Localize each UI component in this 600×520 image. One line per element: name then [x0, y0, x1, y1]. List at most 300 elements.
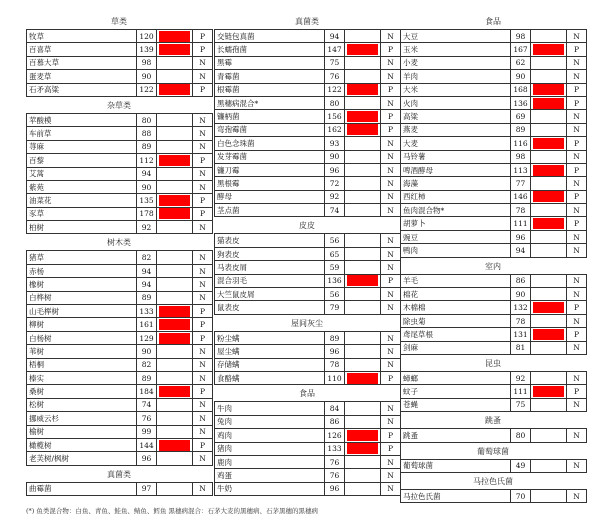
positive-bar [347, 443, 378, 454]
result-flag: P [193, 318, 213, 331]
allergen-value: 110 [325, 371, 345, 384]
table-row [27, 358, 213, 371]
allergen-name: 山毛榉树 [27, 305, 137, 318]
section-title: 马拉色氏菌 [473, 476, 513, 486]
allergen-name: 大麦 [401, 137, 511, 150]
result-flag: P [381, 429, 401, 442]
allergen-name: 桑树 [27, 385, 137, 398]
table-row [27, 385, 213, 398]
allergen-value: 132 [511, 301, 531, 314]
result-flag: N [381, 331, 401, 344]
table-row [27, 425, 213, 438]
section-title: 食品 [485, 17, 501, 26]
allergen-name: 葡萄球菌 [401, 459, 511, 472]
allergen-table [26, 250, 213, 465]
table-row [215, 469, 401, 482]
positive-bar [347, 84, 378, 95]
allergen-name: 艾蒿 [27, 167, 137, 180]
allergen-name: 羊肉 [401, 70, 511, 83]
allergen-name: 松树 [27, 398, 137, 411]
allergen-name: 大竺鼠皮屑 [215, 288, 325, 301]
result-bar-cell [157, 318, 193, 331]
positive-bar [347, 430, 378, 441]
result-flag: N [381, 482, 401, 495]
result-bar-cell [345, 274, 381, 287]
allergen-value: 92 [511, 371, 531, 384]
section-title: 食品 [299, 389, 315, 399]
result-flag: N [567, 30, 587, 43]
allergen-name: 牛奶 [215, 482, 325, 495]
result-flag: N [381, 247, 401, 260]
result-flag: N [567, 371, 587, 384]
positive-bar [533, 84, 564, 95]
table-row [215, 442, 401, 455]
result-flag: N [567, 341, 587, 354]
allergen-table [26, 113, 213, 235]
result-bar-cell [345, 247, 381, 260]
result-bar-cell [157, 438, 193, 451]
result-flag: P [567, 163, 587, 176]
table-row [215, 301, 401, 314]
result-bar-cell [157, 398, 193, 411]
result-flag: P [381, 371, 401, 384]
table-row [27, 56, 213, 69]
allergen-name: 牛肉 [215, 402, 325, 415]
result-flag: N [567, 56, 587, 69]
result-bar-cell [345, 455, 381, 468]
result-flag: N [193, 278, 213, 291]
result-bar-cell [345, 442, 381, 455]
result-bar-cell [345, 358, 381, 371]
allergen-name: 百黎 [27, 154, 137, 167]
result-flag: P [567, 96, 587, 109]
allergen-name: 酵母 [215, 190, 325, 203]
allergen-name: 挪威云杉 [27, 412, 137, 425]
allergen-value: 80 [137, 113, 157, 126]
table-row [401, 163, 587, 176]
allergen-value: 90 [137, 180, 157, 193]
result-flag: N [193, 452, 213, 465]
positive-bar [159, 333, 190, 344]
allergen-table [26, 29, 213, 97]
allergen-name: 啤酒酵母 [401, 163, 511, 176]
allergen-name: 鹿肉 [215, 455, 325, 468]
result-flag: N [567, 244, 587, 257]
table-row [215, 274, 401, 287]
result-flag: N [381, 261, 401, 274]
allergen-value: 70 [511, 489, 531, 502]
allergen-table [26, 482, 213, 496]
allergen-value: 75 [325, 56, 345, 69]
result-flag: P [193, 385, 213, 398]
allergen-value: 65 [325, 247, 345, 260]
table-row [215, 150, 401, 163]
positive-bar [533, 329, 564, 340]
allergen-value: 126 [325, 429, 345, 442]
allergen-name: 弯孢霉菌 [215, 123, 325, 136]
allergen-table [214, 233, 401, 314]
result-bar-cell [531, 217, 567, 230]
table-row [215, 204, 401, 217]
result-bar-cell [531, 301, 567, 314]
allergen-value: 136 [511, 96, 531, 109]
allergen-value: 74 [137, 398, 157, 411]
result-bar-cell [345, 83, 381, 96]
allergen-value: 62 [511, 56, 531, 69]
result-flag: N [381, 345, 401, 358]
positive-bar [533, 386, 564, 397]
allergen-name: 大米 [401, 83, 511, 96]
allergen-value: 99 [137, 425, 157, 438]
result-bar-cell [345, 482, 381, 495]
section-title: 树木类 [107, 238, 131, 248]
allergen-value: 89 [511, 123, 531, 136]
result-flag: P [567, 217, 587, 230]
table-row [215, 163, 401, 176]
allergen-name: 食酪螨 [215, 371, 325, 384]
result-flag: N [193, 482, 213, 495]
allergen-value: 92 [137, 221, 157, 234]
result-flag: P [381, 123, 401, 136]
allergen-name: 大豆 [401, 30, 511, 43]
result-flag: N [381, 455, 401, 468]
result-flag: P [193, 207, 213, 220]
result-flag: N [381, 137, 401, 150]
table-row [27, 221, 213, 234]
positive-bar [533, 44, 564, 55]
footnote: (*) 鱼类混合物：白鱼、青鱼、鲑鱼、鲭鱼、鳕鱼 黑穗病混合：石茅大麦的黑穗病、石茅黑穗的黑穗病 [26, 507, 318, 515]
result-bar-cell [531, 328, 567, 341]
positive-bar [347, 111, 378, 122]
result-flag: N [381, 190, 401, 203]
allergen-name: 赤杨 [27, 264, 137, 277]
allergen-value: 89 [137, 371, 157, 384]
result-flag: P [193, 194, 213, 207]
result-bar-cell [157, 194, 193, 207]
allergen-value: 136 [325, 274, 345, 287]
allergen-name: 胡萝卜 [401, 217, 511, 230]
result-bar-cell [345, 190, 381, 203]
result-bar-cell [345, 415, 381, 428]
allergen-value: 94 [137, 278, 157, 291]
allergen-name: 豌豆 [401, 230, 511, 243]
result-bar-cell [157, 425, 193, 438]
report-column-2 [214, 14, 400, 497]
section-title: 葡萄球菌 [477, 446, 509, 456]
positive-bar [159, 440, 190, 451]
allergen-value: 133 [137, 305, 157, 318]
table-row [27, 331, 213, 344]
table-row [215, 261, 401, 274]
result-bar-cell [157, 278, 193, 291]
allergen-value: 97 [137, 482, 157, 495]
result-bar-cell [157, 83, 193, 96]
result-bar-cell [531, 274, 567, 287]
result-bar-cell [157, 385, 193, 398]
allergen-value: 84 [325, 402, 345, 415]
result-bar-cell [531, 385, 567, 398]
table-row [215, 358, 401, 371]
result-bar-cell [345, 123, 381, 136]
allergen-value: 98 [511, 30, 531, 43]
allergen-name: 混合羽毛 [215, 274, 325, 287]
table-row [27, 140, 213, 153]
allergen-value: 93 [325, 137, 345, 150]
result-bar-cell [157, 305, 193, 318]
allergen-value: 112 [137, 154, 157, 167]
allergen-name: 镰柄菌 [215, 110, 325, 123]
allergen-name: 青霉菌 [215, 70, 325, 83]
result-bar-cell [531, 190, 567, 203]
allergen-name: 火肉 [401, 96, 511, 109]
table-row [401, 137, 587, 150]
result-flag: P [193, 43, 213, 56]
table-row [401, 83, 587, 96]
result-flag: P [193, 83, 213, 96]
result-flag: N [381, 469, 401, 482]
result-bar-cell [531, 177, 567, 190]
positive-bar [347, 44, 378, 55]
result-bar-cell [157, 70, 193, 83]
table-row [401, 274, 587, 287]
allergen-name: 橡树 [27, 278, 137, 291]
result-bar-cell [157, 180, 193, 193]
allergen-name: 猪肉 [215, 442, 325, 455]
allergen-name: 百喜草 [27, 43, 137, 56]
result-flag: N [381, 163, 401, 176]
table-row [215, 455, 401, 468]
result-bar-cell [531, 96, 567, 109]
result-flag: N [381, 96, 401, 109]
allergen-value: 49 [511, 459, 531, 472]
result-flag: P [381, 43, 401, 56]
result-flag: N [193, 167, 213, 180]
allergen-name: 木棉棉 [401, 301, 511, 314]
positive-bar [347, 275, 378, 286]
allergen-value: 116 [511, 137, 531, 150]
allergen-value: 184 [137, 385, 157, 398]
table-row [401, 314, 587, 327]
allergen-value: 94 [325, 30, 345, 43]
allergen-name: 海藻 [401, 177, 511, 190]
result-bar-cell [157, 251, 193, 264]
table-row [215, 345, 401, 358]
result-flag: N [381, 301, 401, 314]
result-flag: P [193, 30, 213, 43]
table-row [215, 288, 401, 301]
allergen-value: 96 [325, 482, 345, 495]
table-row [27, 371, 213, 384]
result-bar-cell [345, 371, 381, 384]
allergen-table [214, 29, 401, 217]
allergen-value: 86 [325, 415, 345, 428]
allergen-value: 90 [511, 70, 531, 83]
allergen-value: 90 [325, 150, 345, 163]
table-row [27, 318, 213, 331]
result-flag: N [567, 150, 587, 163]
result-flag: P [381, 83, 401, 96]
result-flag: N [381, 150, 401, 163]
result-flag: N [567, 398, 587, 411]
table-row [215, 110, 401, 123]
result-bar-cell [531, 56, 567, 69]
table-row [401, 429, 587, 442]
result-bar-cell [157, 331, 193, 344]
table-row [401, 217, 587, 230]
allergen-value: 82 [137, 251, 157, 264]
result-flag: N [193, 70, 213, 83]
positive-bar [159, 386, 190, 397]
allergen-value: 77 [511, 177, 531, 190]
positive-bar [533, 302, 564, 313]
allergen-value: 90 [137, 345, 157, 358]
section-title: 昆虫 [485, 358, 501, 368]
result-bar-cell [345, 288, 381, 301]
table-row [401, 110, 587, 123]
positive-bar [159, 208, 190, 219]
positive-bar [159, 195, 190, 206]
allergen-value: 139 [137, 43, 157, 56]
table-row [215, 83, 401, 96]
allergen-name: 屋尘螨 [215, 345, 325, 358]
positive-bar [159, 319, 190, 330]
allergen-name: 蟑螂 [401, 371, 511, 384]
allergen-name: 白杨树 [27, 331, 137, 344]
table-row [401, 204, 587, 217]
allergen-value: 96 [511, 230, 531, 243]
allergen-name: 紫苑 [27, 180, 137, 193]
allergen-table [400, 428, 587, 442]
allergen-name: 柏树 [27, 221, 137, 234]
result-bar-cell [531, 459, 567, 472]
table-row [215, 371, 401, 384]
allergen-value: 168 [511, 83, 531, 96]
result-flag: N [193, 358, 213, 371]
result-flag: N [193, 251, 213, 264]
result-bar-cell [531, 43, 567, 56]
report-column-1 [26, 14, 212, 497]
table-row [215, 43, 401, 56]
report-column-3 [400, 14, 586, 504]
allergen-value: 96 [325, 163, 345, 176]
result-bar-cell [345, 30, 381, 43]
allergen-value: 162 [325, 123, 345, 136]
table-row [215, 247, 401, 260]
allergen-value: 69 [511, 110, 531, 123]
result-flag: N [567, 274, 587, 287]
allergen-value: 120 [137, 30, 157, 43]
table-row [401, 371, 587, 384]
allergen-value: 90 [137, 70, 157, 83]
result-bar-cell [157, 221, 193, 234]
allergen-name: 剑麻 [401, 341, 511, 354]
allergen-name: 鱼肉混合物* [401, 204, 511, 217]
allergen-value: 92 [325, 190, 345, 203]
result-bar-cell [531, 204, 567, 217]
table-row [215, 429, 401, 442]
allergen-name: 西红柿 [401, 190, 511, 203]
table-row [27, 452, 213, 465]
table-row [27, 113, 213, 126]
allergen-table [400, 274, 587, 355]
result-flag: N [193, 425, 213, 438]
allergen-name: 黑霉 [215, 56, 325, 69]
result-bar-cell [345, 429, 381, 442]
allergen-name: 存储螨 [215, 358, 325, 371]
allergen-value: 78 [325, 358, 345, 371]
section-title: 跳蚤 [485, 416, 501, 426]
result-bar-cell [345, 234, 381, 247]
allergen-value: 78 [511, 314, 531, 327]
allergen-value: 146 [511, 190, 531, 203]
result-bar-cell [345, 43, 381, 56]
table-row [215, 331, 401, 344]
allergen-value: 72 [325, 177, 345, 190]
table-row [401, 489, 587, 502]
table-row [27, 291, 213, 304]
table-row [215, 190, 401, 203]
result-bar-cell [345, 150, 381, 163]
result-flag: N [567, 110, 587, 123]
result-bar-cell [531, 163, 567, 176]
table-row [215, 482, 401, 495]
result-bar-cell [531, 83, 567, 96]
allergen-name: 粉尘螨 [215, 331, 325, 344]
result-bar-cell [345, 163, 381, 176]
result-bar-cell [157, 358, 193, 371]
result-bar-cell [531, 123, 567, 136]
result-bar-cell [157, 207, 193, 220]
allergen-name: 玉米 [401, 43, 511, 56]
allergen-name: 老芙树/枫树 [27, 452, 137, 465]
allergen-name: 马铃薯 [401, 150, 511, 163]
table-row [215, 30, 401, 43]
allergen-value: 167 [511, 43, 531, 56]
result-flag: N [193, 264, 213, 277]
allergen-value: 78 [511, 204, 531, 217]
table-row [27, 194, 213, 207]
table-row [27, 398, 213, 411]
result-bar-cell [531, 244, 567, 257]
allergen-value: 96 [325, 345, 345, 358]
allergen-value: 113 [511, 163, 531, 176]
result-bar-cell [157, 452, 193, 465]
positive-bar [533, 138, 564, 149]
table-row [215, 177, 401, 190]
allergen-name: 苹酸模 [27, 113, 137, 126]
allergen-value: 94 [137, 264, 157, 277]
result-bar-cell [345, 70, 381, 83]
section-title: 室内 [485, 261, 501, 271]
result-bar-cell [531, 371, 567, 384]
table-row [27, 167, 213, 180]
result-flag: N [567, 204, 587, 217]
result-flag: P [193, 438, 213, 451]
allergen-name: 蚊子 [401, 385, 511, 398]
result-bar-cell [157, 345, 193, 358]
table-row [215, 56, 401, 69]
allergen-value: 94 [511, 244, 531, 257]
allergen-value: 76 [325, 469, 345, 482]
allergen-value: 111 [511, 217, 531, 230]
positive-bar [347, 373, 378, 384]
result-flag: P [381, 274, 401, 287]
result-flag: N [193, 398, 213, 411]
result-flag: N [193, 113, 213, 126]
result-bar-cell [157, 482, 193, 495]
allergen-name: 鸢尾草根 [401, 328, 511, 341]
allergen-value: 129 [137, 331, 157, 344]
